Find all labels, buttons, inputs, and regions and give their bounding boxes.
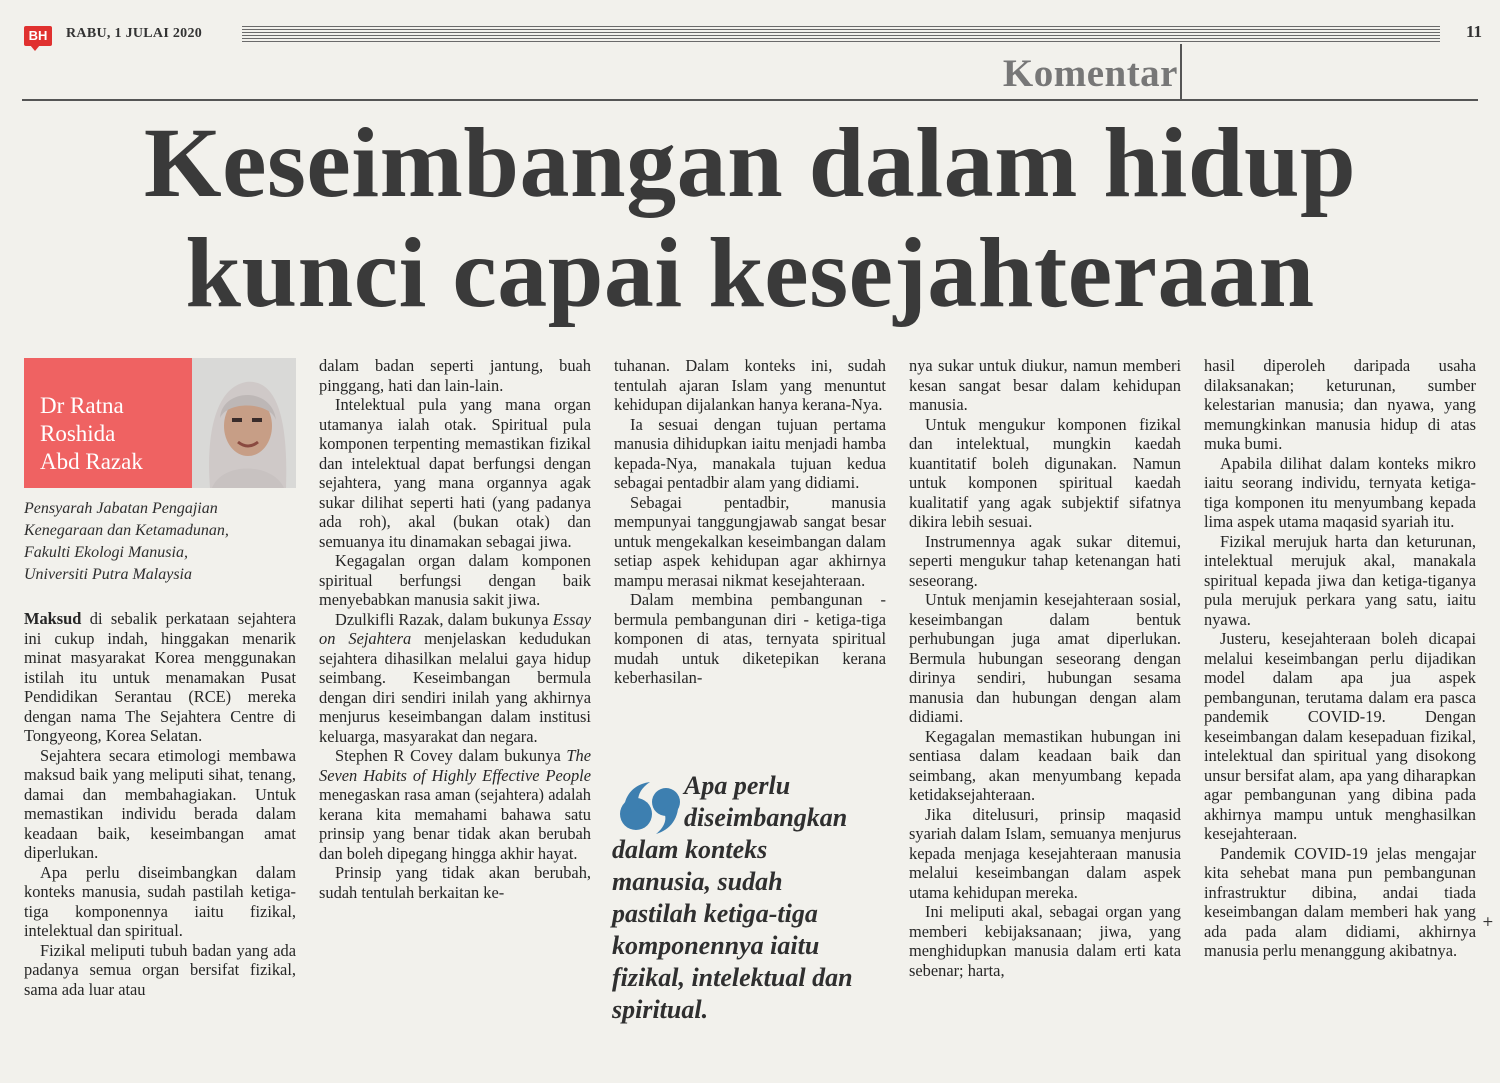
paragraph: Intelektual pula yang mana organ utamanya ialah otak. Spiritual pula komponen terpenting memastikan fizikal dan intelektual dapat berfungsi dengan sejahtera, yang mana organnya agak sukar dilihat seperti hati (yang padanya ada roh), akal (bukan otak) dan semuanya itu dinamakan sebagai jiwa. (319, 395, 591, 551)
article-column-3 (614, 356, 886, 688)
paragraph: Apa perlu diseimbangkan dalam konteks manusia, sudah pastilah ketiga-tiga komponennya iaitu fizikal, intelektual dan spiritual. (24, 862, 296, 940)
paragraph: Apabila dilihat dalam konteks mikro iaitu seorang individu, ternyata ketiga-tiga komponen itu menyumbang kepada lima aspek utama maqasid syariah itu. (1204, 453, 1476, 531)
paragraph-text: di sebalik perkataan sejahtera ini cukup indah, hinggakan menarik minat masyarakat Korea menggunakan istilah itu untuk menamakan Pusat Pendidikan Serantau (RCE) mereka dengan nama The Sejahtera Centre di Tongyeong, Korea Selatan. (24, 609, 296, 745)
registration-mark-icon: + (1482, 914, 1494, 930)
headline-line-2: kunci capai kesejahteraan (185, 217, 1315, 328)
book-title: The Seven Habits of Highly Effective People (319, 746, 591, 785)
paragraph: Sejahtera secara etimologi membawa maksud baik yang meliputi sihat, tenang, damai dan membahagiakan. Untuk memastikan individu berada dalam keadaan baik, keseimbangan amat diperlukan. (24, 745, 296, 862)
issue-date: RABU, 1 JULAI 2020 (66, 26, 203, 41)
paragraph: dalam badan seperti jantung, buah pinggang, hati dan lain-lain. (319, 356, 591, 395)
caption-line: Pensyarah Jabatan Pengajian (24, 500, 218, 517)
masthead (0, 0, 1500, 60)
paragraph: Fizikal merujuk harta dan keturunan, intelektual merujuk akal, manakala spiritual kepada jiwa dan ketiga-tiganya pula merujuk perkara yang satu, iaitu nyawa. (1204, 531, 1476, 629)
section-label: Komentar (1002, 52, 1178, 95)
book-title: Essay on Sejahtera (319, 609, 591, 648)
article-column-1 (24, 609, 296, 999)
paragraph: Sebagai pentadbir, manusia mempunyai tanggungjawab sangat besar untuk mengekalkan keseimbangan dalam setiap aspek kehidupan agar akhirnya mampu merasai nikmat kesejahteraan. (614, 492, 886, 590)
caption-line: Universiti Putra Malaysia (24, 566, 192, 583)
article-column-5 (1204, 356, 1476, 961)
paragraph: Ini meliputi akal, sebagai organ yang memberi kebijaksanaan; jiwa, yang menghidupkan manusia dalam erti kata sebenar; harta, (909, 902, 1181, 980)
author-box (24, 358, 296, 488)
paragraph: tuhanan. Dalam konteks ini, sudah tentulah ajaran Islam yang menuntut kehidupan dijalankan hanya kerana-Nya. (614, 356, 886, 414)
pull-quote-text (612, 770, 888, 1026)
paragraph: Fizikal meliputi tubuh badan yang ada padanya semua organ bersifat fizikal, sama ada luar atau (24, 940, 296, 999)
lead-word: Maksud (24, 609, 82, 628)
paragraph (24, 609, 296, 746)
author-name-line: Abd Razak (40, 449, 143, 474)
bh-logo: BH (24, 26, 52, 46)
quote-line: Apa perlu (684, 771, 791, 800)
quote-line: spiritual. (612, 995, 709, 1024)
paragraph: nya sukar untuk diukur, namun memberi kesan sangat besar dalam kehidupan manusia. (909, 356, 1181, 414)
caption-line: Fakulti Ekologi Manusia, (24, 544, 188, 561)
paragraph-text: menegaskan rasa aman (sejahtera) adalah kerana kita memahami bahawa satu prinsip yang benar tidak akan berubah dan boleh dipegang hingga akhir hayat. (319, 785, 591, 863)
quote-line: komponennya iaitu (612, 931, 820, 960)
quote-line: manusia, sudah (612, 867, 783, 896)
paragraph: Instrumennya agak sukar ditemui, seperti mengukur tahap ketenangan hati seseorang. (909, 531, 1181, 590)
author-caption (24, 498, 296, 586)
paragraph: Untuk menjamin kesejahteraan sosial, keseimbangan dalam bentuk perhubungan juga amat diperlukan. Bermula hubungan seseorang dengan dirinya sendiri, hubungan sesama manusia dan hubungan dengan alam didiami. (909, 590, 1181, 726)
masthead-hatch-rule (242, 26, 1440, 44)
paragraph: Ia sesuai dengan tujuan pertama manusia dihidupkan iaitu menjadi hamba kepada-Nya, manakala tujuan kedua sebagai pentadbir alam yang didiami. (614, 414, 886, 492)
author-name (40, 392, 143, 476)
author-name-line: Roshida (40, 421, 116, 446)
section-divider (1180, 44, 1182, 100)
paragraph-text: Dzulkifli Razak, dalam bukunya (335, 609, 553, 629)
paragraph: Prinsip yang tidak akan berubah, sudah tentulah berkaitan ke- (319, 863, 591, 902)
paragraph: Jika ditelusuri, prinsip maqasid syariah dalam Islam, semuanya menjurus kepada menjaga kesejahteraan manusia melalui keseimbangan dalam aspek utama kehidupan mereka. (909, 804, 1181, 902)
paragraph: Kegagalan organ dalam komponen spiritual berfungsi dengan baik menyebabkan manusia sakit jiwa. (319, 551, 591, 609)
caption-line: Kenegaraan dan Ketamadunan, (24, 522, 229, 539)
paragraph: Untuk mengukur komponen fizikal dan intelektual, mungkin kaedah kuantitatif boleh digunakan. Namun untuk komponen spiritual kaedah kualitatif yang agak subjektif sifatnya dikira lebih sesuai. (909, 414, 1181, 531)
paragraph: Pandemik COVID-19 jelas mengajar kita sehebat mana pun pembangunan infrastruktur dibina, andai tiada keseimbangan dalam memberi hak yang ada pada alam didiami, akhirnya manusia perlu menanggung akibatnya. (1204, 843, 1476, 960)
page-number: 11 (1465, 22, 1482, 41)
quote-line: fizikal, intelektual dan (612, 963, 853, 992)
quote-line: diseimbangkan (684, 803, 848, 832)
author-photo (192, 358, 296, 488)
section-rule (22, 99, 1478, 101)
paragraph-text: menjelaskan kedudukan sejahtera dihasilkan melalui gaya hidup seimbang. Keseimbangan bermula dengan diri sendiri inilah yang akhirnya menjurus keseimbangan dalam institusi keluarga, masyarakat dan negara. (319, 629, 591, 746)
page-title (20, 108, 1480, 328)
paragraph: Kegagalan memastikan hubungan ini sentiasa dalam keadaan baik dan seimbang, akan menyumbang kepada ketidaksejahteraan. (909, 726, 1181, 804)
paragraph: Dalam membina pembangunan - bermula pembangunan diri - ketiga-tiga komponen di atas, ternyata spiritual mudah untuk diketepikan kerana keberhasilan- (614, 590, 886, 687)
paragraph-text: Stephen R Covey dalam bukunya (335, 746, 567, 765)
article-column-4 (909, 356, 1181, 980)
paragraph (319, 746, 591, 863)
quote-line: dalam konteks (612, 835, 768, 864)
author-name-line: Dr Ratna (40, 393, 124, 418)
article-column-2 (319, 356, 591, 902)
headline-line-1: Keseimbangan dalam hidup (143, 107, 1357, 218)
paragraph: Justeru, kesejahteraan boleh dicapai melalui keseimbangan perlu dijadikan model dalam apa jua aspek pembangunan, terutama dalam era pasca pandemik COVID-19. Dengan keseimbangan dalam kesepaduan fizikal, intelektual dan spiritual yang disokong unsur bersifat alam, apa yang diharapkan agar pembangunan yang dibina pada akhirnya mampu untuk menghasilkan kesejahteraan. (1204, 629, 1476, 843)
paragraph: hasil diperoleh daripada usaha dilaksanakan; keturunan, sumber kelestarian manusia; dan nyawa, yang memungkinkan manusia hidup di atas muka bumi. (1204, 356, 1476, 453)
quote-line: pastilah ketiga-tiga (612, 899, 818, 928)
pull-quote (612, 770, 888, 1030)
paragraph (319, 610, 591, 747)
